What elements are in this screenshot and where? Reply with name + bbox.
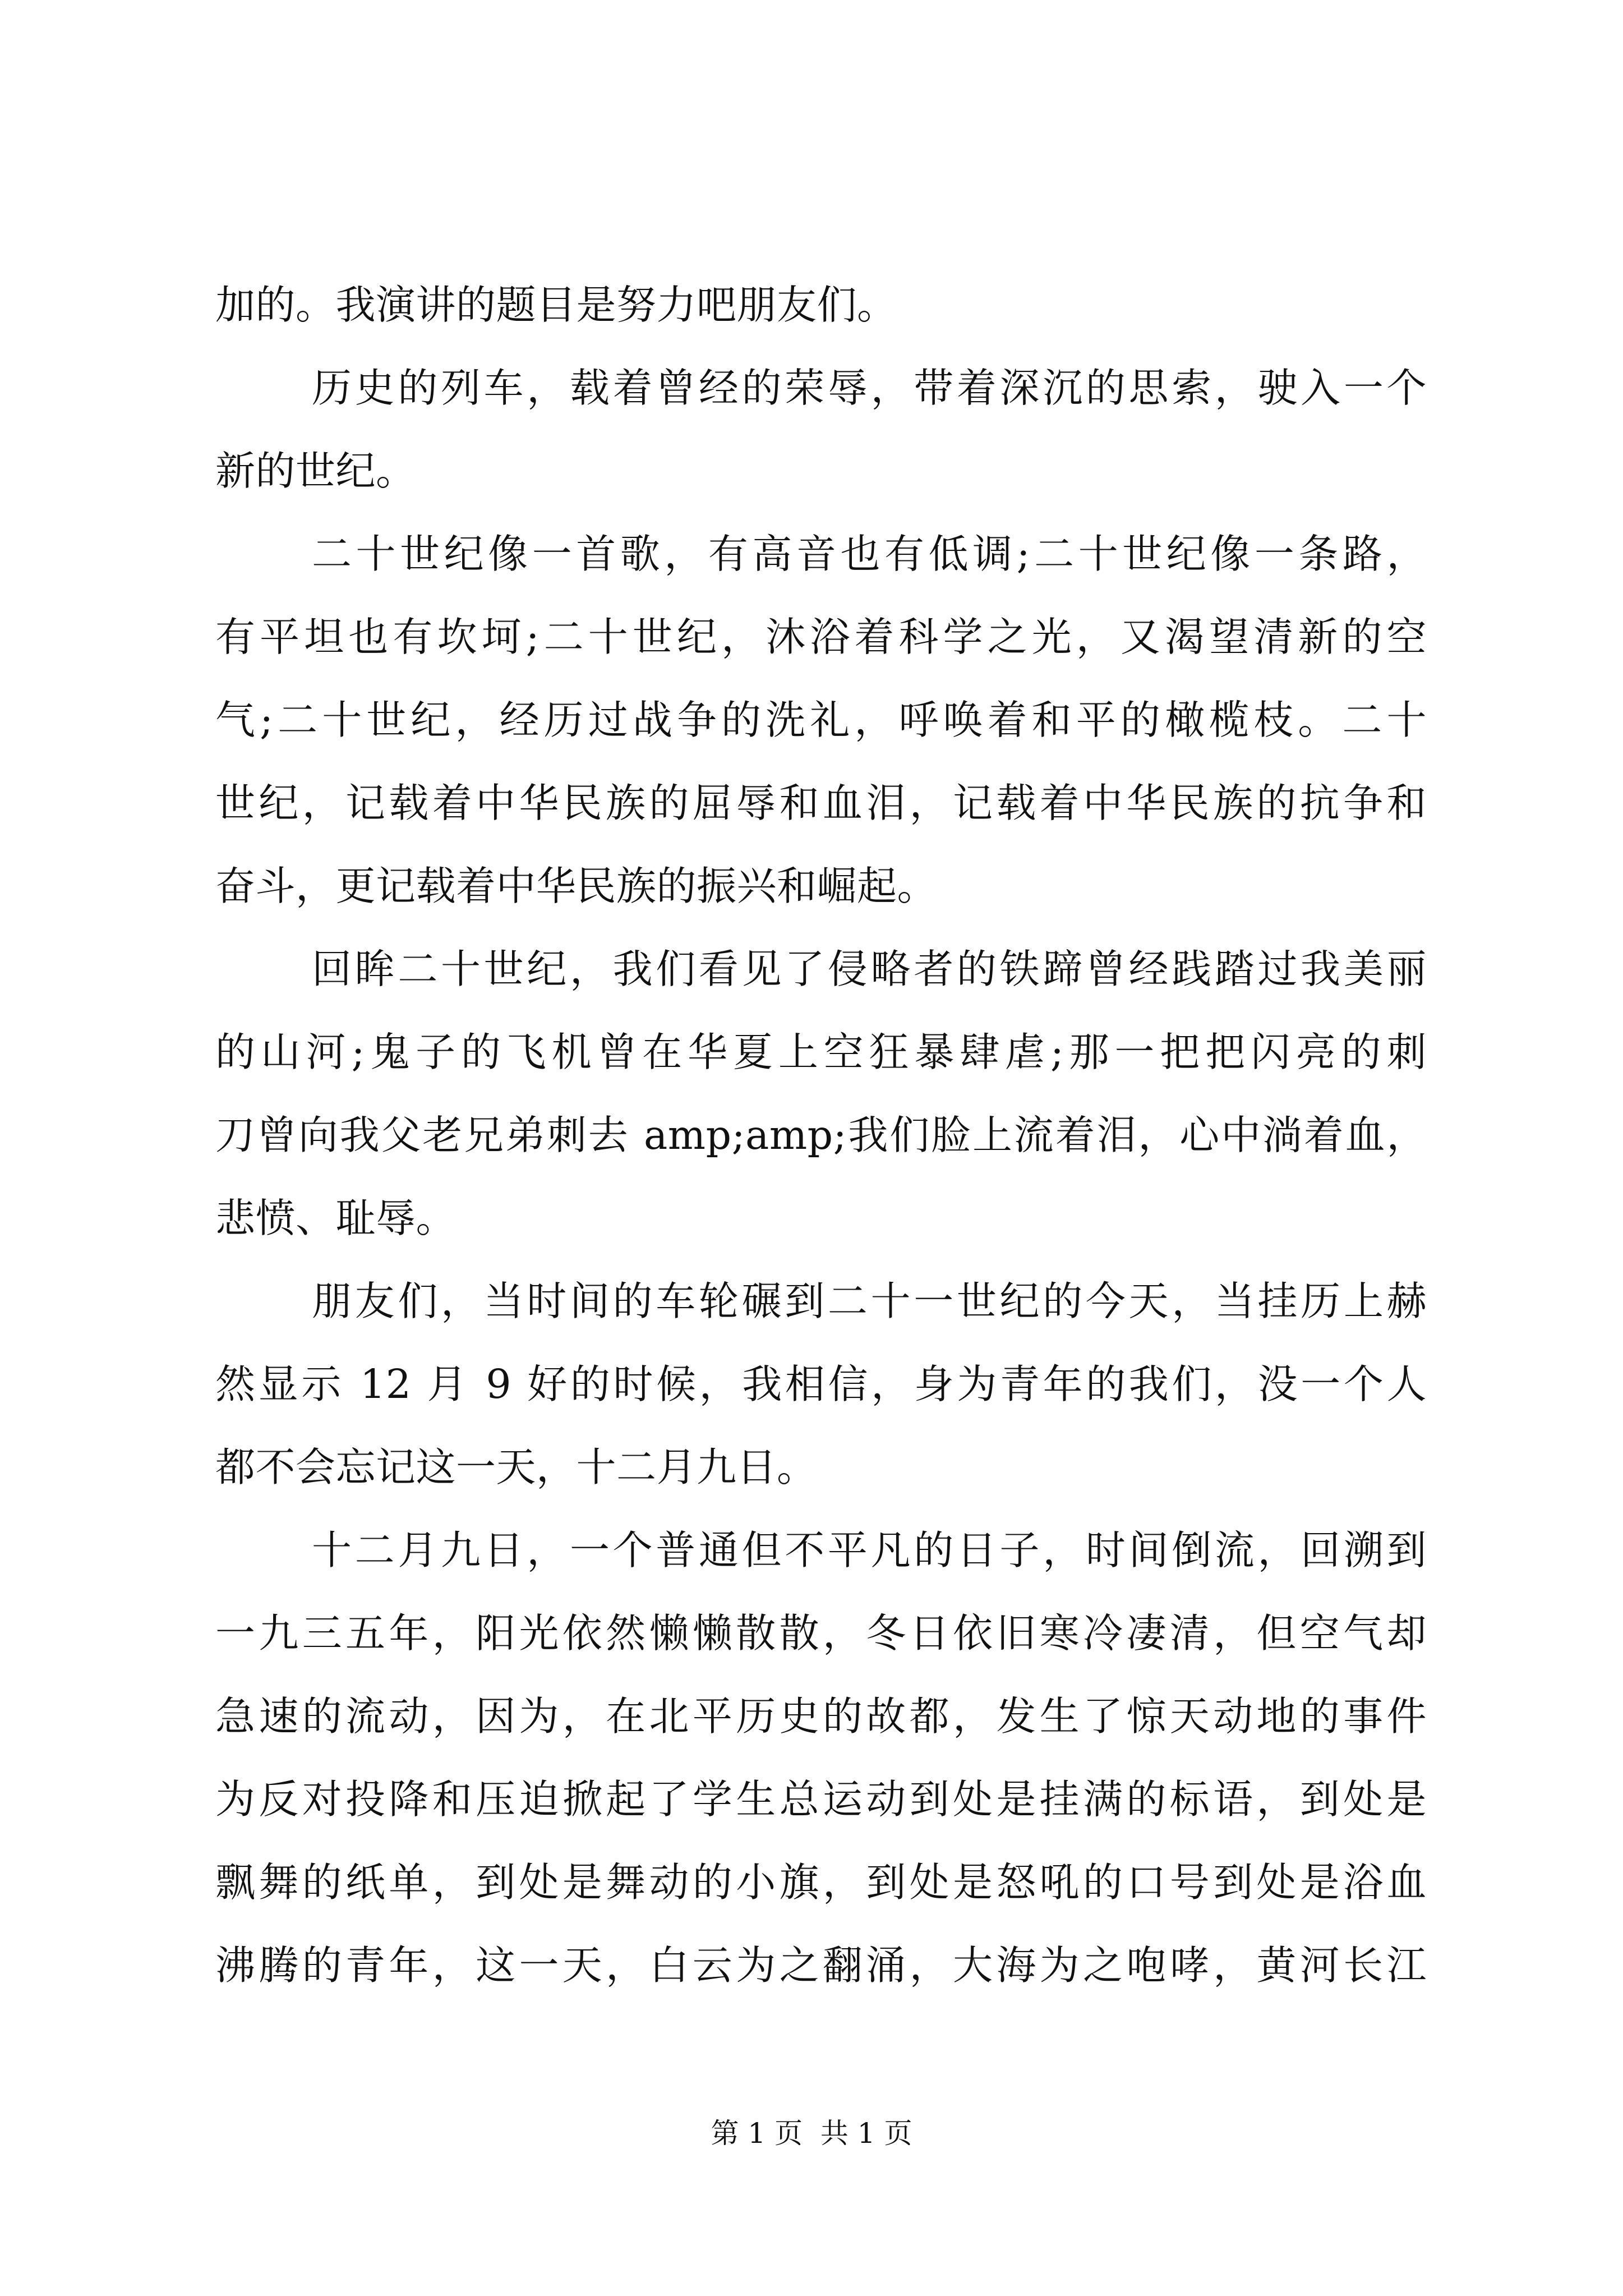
text-line: 悲愤、耻辱。 xyxy=(215,1195,457,1241)
text-line: 加的。我演讲的题目是努力吧朋友们。 xyxy=(215,282,897,328)
text-line: 十二月九日，一个普通但不平凡的日子，时间倒流，回溯到 xyxy=(312,1527,1427,1573)
text-line: 世纪，记载着中华民族的屈辱和血泪，记载着中华民族的抗争和 xyxy=(215,780,1427,826)
text-line: 刀曾向我父老兄弟刺去 amp;amp;我们脸上流着泪，心中淌着血， xyxy=(215,1112,1427,1158)
text-line: 急速的流动，因为，在北平历史的故都，发生了惊天动地的事件 xyxy=(215,1693,1427,1740)
text-line: 气;二十世纪，经历过战争的洗礼，呼唤着和平的橄榄枝。二十 xyxy=(215,697,1427,743)
text-line: 奋斗，更记载着中华民族的振兴和崛起。 xyxy=(215,863,938,909)
text-line: 回眸二十世纪，我们看见了侵略者的铁蹄曾经践踏过我美丽 xyxy=(312,946,1427,992)
text-line: 然显示 12 月 9 好的时候，我相信，身为青年的我们，没一个人 xyxy=(215,1361,1427,1407)
text-line: 有平坦也有坎坷;二十世纪，沐浴着科学之光，又渴望清新的空 xyxy=(215,614,1427,660)
document-body xyxy=(215,264,1427,2007)
text-line: 新的世纪。 xyxy=(215,448,416,494)
text-line: 历史的列车，载着曾经的荣辱，带着深沉的思索，驶入一个 xyxy=(312,365,1427,411)
text-line: 二十世纪像一首歌，有高音也有低调;二十世纪像一条路， xyxy=(312,531,1427,577)
text-line: 的山河;鬼子的飞机曾在华夏上空狂暴肆虐;那一把把闪亮的刺 xyxy=(215,1029,1427,1075)
text-line: 朋友们，当时间的车轮碾到二十一世纪的今天，当挂历上赫 xyxy=(312,1278,1427,1324)
page-number-footer: 第 1 页 共 1 页 xyxy=(711,2117,912,2150)
text-line: 都不会忘记这一天，十二月九日。 xyxy=(215,1444,817,1490)
text-line: 沸腾的青年，这一天，白云为之翻涌，大海为之咆哮，黄河长江 xyxy=(215,1942,1427,1989)
text-line: 为反对投降和压迫掀起了学生总运动到处是挂满的标语，到处是 xyxy=(215,1776,1427,1823)
text-line: 一九三五年，阳光依然懒懒散散，冬日依旧寒冷凄清，但空气却 xyxy=(215,1610,1427,1657)
text-line: 飘舞的纸单，到处是舞动的小旗，到处是怒吼的口号到处是浴血 xyxy=(215,1859,1427,1906)
